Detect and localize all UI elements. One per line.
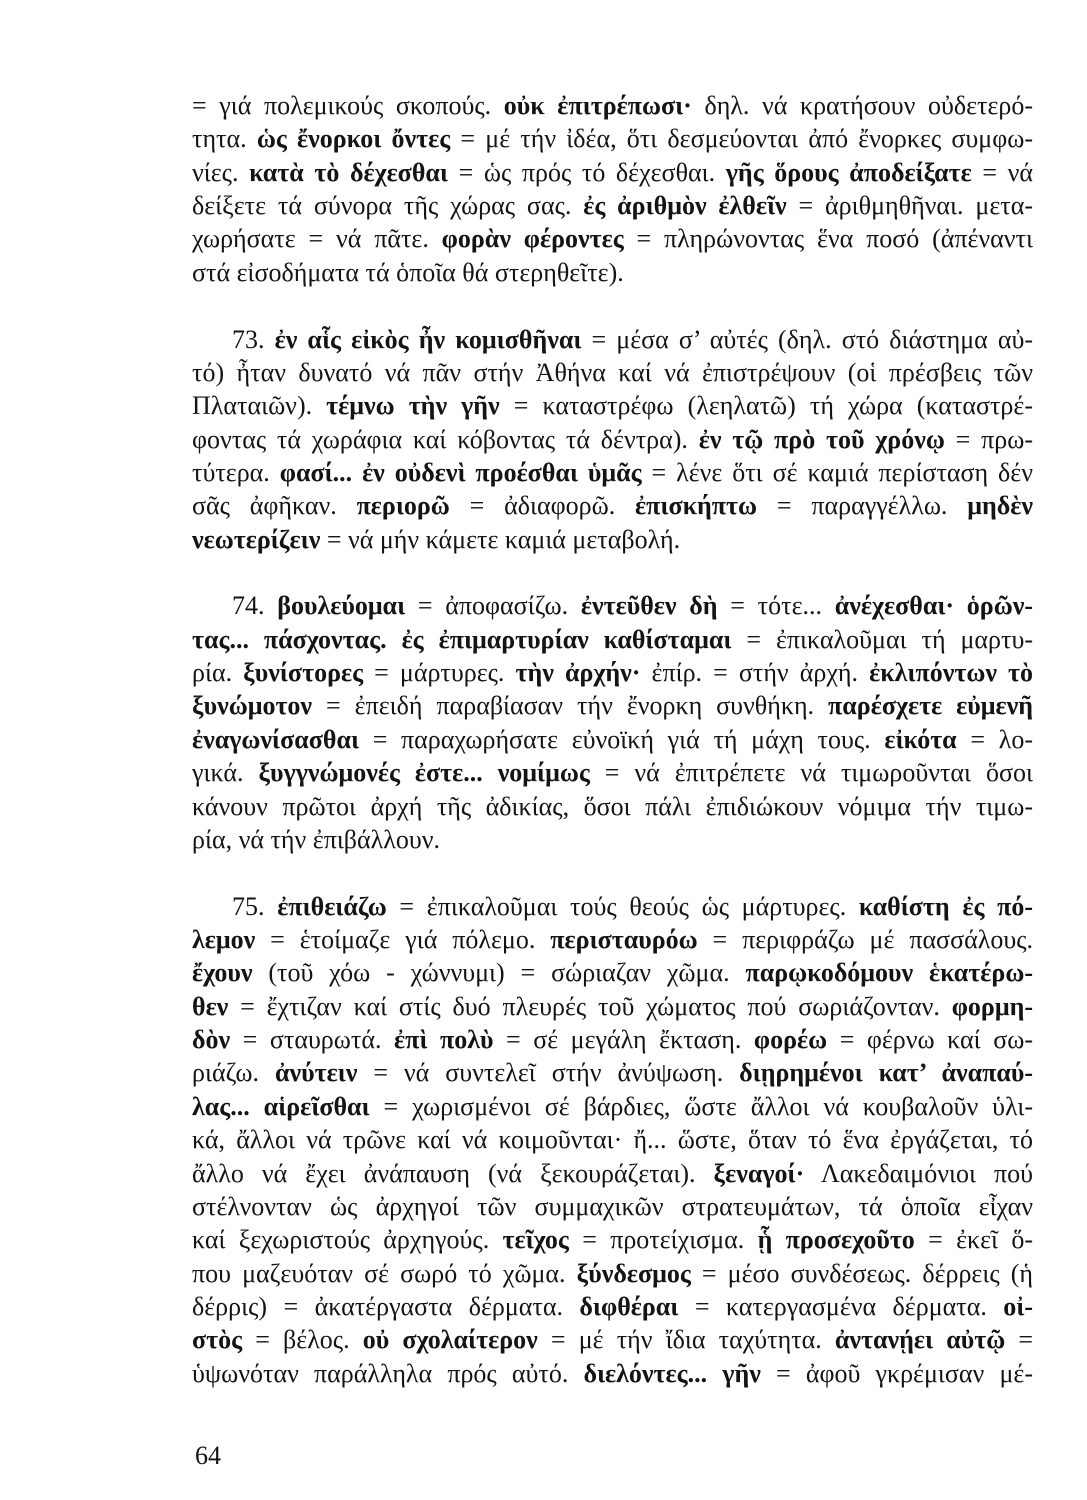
lemma: στὸς bbox=[192, 1325, 243, 1355]
gloss-text: = κατεργασμένα δέρματα. bbox=[678, 1291, 1004, 1321]
lemma: ἀνέχεσθαι· ὁρῶν- bbox=[834, 591, 1034, 621]
lemma: βουλεύομαι bbox=[277, 591, 406, 621]
gloss-text: ἐπίρ. = στήν ἀρχή. bbox=[640, 658, 870, 688]
lemma: ἐς ἀριθμὸν ἐλθεῖν bbox=[583, 191, 787, 221]
text-line-content bbox=[192, 523, 680, 556]
lemma: κατὰ τὸ δέχεσθαι bbox=[249, 157, 448, 187]
gloss-text: = τότε... bbox=[717, 591, 835, 621]
lemma: ἐν αἷς εἰκὸς ἦν κομισθῆναι bbox=[274, 324, 582, 354]
text-line bbox=[192, 756, 1033, 789]
text-line-content bbox=[192, 1090, 1033, 1123]
text-line-content bbox=[192, 256, 624, 289]
text-line-content bbox=[192, 1056, 1033, 1089]
text-line bbox=[192, 356, 1033, 389]
gloss-text: = γιά πολεμικούς σκοπούς. bbox=[192, 91, 504, 120]
gloss-text: ἄλλο νά ἔχει ἀνάπαυση (νά ξεκουράζεται). bbox=[192, 1158, 714, 1188]
gloss-text: = ἀδιαφορῶ. bbox=[449, 491, 636, 521]
text-line bbox=[192, 523, 1033, 556]
gloss-text: = παραγγέλλω. bbox=[757, 491, 968, 521]
gloss-text: καί ξεχωριστούς ἀρχηγούς. bbox=[192, 1225, 503, 1255]
gloss-text: τύτερα. bbox=[192, 457, 280, 487]
text-line-content bbox=[192, 1157, 1033, 1190]
text-line bbox=[192, 790, 1033, 823]
text-line-content bbox=[192, 189, 1033, 222]
gloss-text: ριάζω. bbox=[192, 1058, 275, 1088]
lemma: ξεναγοί· bbox=[713, 1158, 805, 1188]
text-line bbox=[192, 222, 1033, 255]
lemma: ξυνίστορες bbox=[243, 658, 364, 688]
text-line bbox=[192, 656, 1033, 689]
gloss-text: = μάρτυρες. bbox=[363, 658, 516, 688]
gloss-text: = φέρνω καί σω- bbox=[827, 1025, 1033, 1055]
gloss-text: ρία. bbox=[192, 658, 244, 688]
text-line-content bbox=[192, 1257, 1033, 1290]
gloss-text: = λο- bbox=[956, 724, 1033, 754]
text-line bbox=[192, 990, 1033, 1023]
text-line bbox=[192, 256, 1033, 289]
commentary-paragraph bbox=[192, 89, 1033, 289]
text-line bbox=[192, 1357, 1033, 1390]
gloss-text: ὑψωνόταν παράλληλα πρός αὐτό. bbox=[192, 1358, 584, 1388]
text-line bbox=[192, 1023, 1033, 1056]
commentary-paragraph bbox=[192, 589, 1033, 856]
gloss-text: γικά. bbox=[192, 758, 259, 788]
gloss-text: = παραχωρήσατε εὐνοϊκή γιά τή μάχη τους. bbox=[359, 724, 885, 754]
text-line-content bbox=[192, 1223, 1033, 1256]
gloss-text: = νά bbox=[971, 157, 1034, 187]
gloss-text: = σέ μεγάλη ἔκταση. bbox=[493, 1025, 754, 1055]
gloss-text: = ἔχτιζαν καί στίς δυό πλευρές τοῦ χώματος πού σωριάζονταν. bbox=[228, 991, 952, 1021]
lemma: τὴν ἀρχήν· bbox=[515, 658, 641, 688]
gloss-text: = ἐπειδή παραβίασαν τήν ἔνορκη συνθήκη. bbox=[312, 691, 829, 721]
lemma: διφθέραι bbox=[579, 1291, 679, 1321]
gloss-text: = ἑτοίμαζε γιά πόλεμο. bbox=[255, 924, 551, 954]
lemma: γῆς ὅρους ἀποδείξατε bbox=[725, 157, 972, 187]
gloss-text: δηλ. νά κρατήσουν οὐδετερό- bbox=[691, 91, 1033, 120]
lemma: περιορῶ bbox=[356, 491, 450, 521]
lemma: νεωτερίζειν bbox=[192, 524, 321, 554]
text-line bbox=[192, 1056, 1033, 1089]
page-number: 64 bbox=[195, 1441, 221, 1470]
lemma: οὐ σχολαίτερον bbox=[362, 1325, 538, 1355]
gloss-text: που μαζευόταν σέ σωρό τό χῶμα. bbox=[192, 1258, 577, 1288]
text-line-content bbox=[192, 89, 1033, 122]
paragraph-number: 75. bbox=[232, 891, 265, 921]
lemma: φορμη- bbox=[951, 991, 1033, 1021]
text-line-content bbox=[192, 1023, 1033, 1056]
lemma: ἐπισκήπτω bbox=[635, 491, 758, 521]
lemma: φορέω bbox=[753, 1025, 828, 1055]
text-line bbox=[192, 122, 1033, 155]
commentary-text bbox=[192, 89, 1033, 1390]
text-line-content bbox=[192, 423, 1033, 456]
text-line-content bbox=[192, 489, 1033, 522]
lemma: ἀντανῄει αὐτῷ bbox=[834, 1325, 1006, 1355]
text-line bbox=[192, 1123, 1033, 1156]
lemma: ᾗ προσεχοῦτο bbox=[757, 1225, 915, 1255]
text-line-content bbox=[192, 689, 1033, 722]
gloss-text: ρία, νά τήν ἐπιβάλλουν. bbox=[192, 824, 441, 854]
paragraph-number: 74. bbox=[232, 591, 265, 621]
gloss-text: δέρρις) = ἀκατέργαστα δέρματα. bbox=[192, 1291, 580, 1321]
gloss-text: = ἐπικαλοῦμαι τή μαρτυ- bbox=[731, 624, 1034, 654]
gloss-text: = μέσο συνδέσεως. δέρρεις (ἡ bbox=[690, 1258, 1033, 1288]
gloss-text: = σταυρωτά. bbox=[230, 1025, 395, 1055]
gloss-text: τητα. bbox=[192, 124, 257, 154]
gloss-text: τό) ἦταν δυνατό νά πᾶν στήν Ἀθήνα καί νά ἐπιστρέψουν (οἱ πρέσβεις τῶν bbox=[192, 357, 1033, 387]
gloss-text: (τοῦ χόω - χώννυμι) = σώριαζαν χῶμα. bbox=[252, 958, 746, 988]
gloss-text: = πληρώνοντας ἕνα ποσό (ἀπέναντι bbox=[623, 224, 1033, 254]
gloss-text: = περιφράζω μέ πασσάλους. bbox=[697, 924, 1033, 954]
text-line-content bbox=[192, 923, 1033, 956]
text-line-content bbox=[232, 890, 1033, 923]
text-line-content bbox=[192, 456, 1033, 489]
lemma: φορὰν φέροντες bbox=[441, 224, 624, 254]
text-line-content bbox=[192, 122, 1033, 155]
text-line-content bbox=[232, 589, 1033, 622]
lemma: ὡς ἔνορκοι ὄντες bbox=[256, 124, 451, 154]
gloss-text: = βέλος. bbox=[242, 1325, 363, 1355]
text-line bbox=[192, 890, 1033, 923]
text-line bbox=[192, 1223, 1033, 1256]
text-line-content bbox=[232, 323, 1033, 356]
gloss-text: σᾶς ἀφῆκαν. bbox=[192, 491, 357, 521]
gloss-text: Πλαταιῶν). bbox=[192, 391, 327, 421]
text-line bbox=[192, 389, 1033, 422]
lemma: ἐν τῷ πρὸ τοῦ χρόνῳ bbox=[698, 424, 945, 454]
gloss-text: = μέ τήν ἴδια ταχύτητα. bbox=[537, 1325, 835, 1355]
text-line bbox=[192, 189, 1033, 222]
gloss-text: = ἀριθμηθῆναι. μετα- bbox=[786, 191, 1033, 221]
lemma: παρῳκοδόμουν ἑκατέρω- bbox=[745, 958, 1033, 988]
lemma: διελόντες... γῆν bbox=[583, 1358, 761, 1388]
text-line-content bbox=[192, 790, 1033, 823]
lemma: ξύνδεσμος bbox=[576, 1258, 691, 1288]
commentary-paragraph bbox=[192, 890, 1033, 1390]
lemma: ἐναγωνίσασθαι bbox=[192, 724, 360, 754]
gloss-text: κά, ἄλλοι νά τρῶνε καί νά κοιμοῦνται· ἤ... ὥστε, ὅταν τό ἕνα ἐργάζεται, τό bbox=[192, 1125, 1033, 1155]
lemma: φασί... ἐν οὐδενὶ προέσθαι ὑμᾶς bbox=[279, 457, 642, 487]
paragraph-number: 73. bbox=[232, 324, 265, 354]
text-line-content bbox=[192, 623, 1033, 656]
gloss-text: = λένε ὅτι σέ καμιά περίσταση δέν bbox=[641, 457, 1033, 487]
lemma: ἐπιθειάζω bbox=[277, 891, 387, 921]
lemma: οἰ- bbox=[1003, 1291, 1033, 1321]
gloss-text bbox=[387, 625, 402, 654]
lemma: δὸν bbox=[192, 1025, 231, 1055]
text-line-content bbox=[192, 389, 1033, 422]
lemma: ἐς ἐπιμαρτυρίαν καθίσταμαι bbox=[401, 624, 732, 654]
text-line bbox=[192, 1257, 1033, 1290]
lemma: περισταυρόω bbox=[550, 924, 698, 954]
text-line-content bbox=[192, 723, 1033, 756]
gloss-text: νίες. bbox=[192, 157, 250, 187]
text-line bbox=[192, 456, 1033, 489]
text-line-content bbox=[192, 756, 1033, 789]
gloss-text: = μέσα σ’ αὐτές (δηλ. στό διάστημα αὐ- bbox=[581, 324, 1034, 354]
lemma: λας... αἱρεῖσθαι bbox=[192, 1091, 370, 1121]
lemma: ξυγγνώμονές ἐστε... νομίμως bbox=[258, 758, 590, 788]
gloss-text: στέλνονταν ὡς ἀρχηγοί τῶν συμμαχικῶν στρατευμάτων, τά ὁποῖα εἶχαν bbox=[192, 1191, 1033, 1221]
text-line bbox=[192, 1290, 1033, 1323]
gloss-text: = μέ τήν ἰδέα, ὅτι δεσμεύονται ἀπό ἔνορκες συμφω- bbox=[450, 124, 1034, 154]
lemma: λεμον bbox=[192, 924, 256, 954]
lemma: οὐκ ἐπιτρέπωσι· bbox=[503, 91, 692, 120]
text-line-content bbox=[192, 1357, 1033, 1390]
lemma: τέμνω τὴν γῆν bbox=[326, 391, 500, 421]
gloss-text: = πρω- bbox=[944, 424, 1033, 454]
lemma: παρέσχετε εὐμενῆ bbox=[828, 691, 1033, 721]
text-line bbox=[192, 1323, 1033, 1356]
gloss-text: φοντας τά χωράφια καί κόβοντας τά δέντρα). bbox=[192, 424, 699, 454]
gloss-text: = ἀφοῦ γκρέμισαν μέ- bbox=[760, 1358, 1033, 1388]
text-line-content bbox=[192, 1123, 1033, 1156]
text-line bbox=[192, 1090, 1033, 1123]
gloss-text: = ἀποφασίζω. bbox=[405, 591, 581, 621]
text-line bbox=[192, 623, 1033, 656]
gloss-text: χωρήσατε = νά πᾶτε. bbox=[192, 224, 442, 254]
gloss-text: = χωρισμένοι σέ βάρδιες, ὥστε ἄλλοι νά κουβαλοῦν ὑλι- bbox=[369, 1091, 1033, 1121]
lemma: τεῖχος bbox=[502, 1225, 569, 1255]
lemma: ἀνύτειν bbox=[274, 1058, 358, 1088]
text-line bbox=[192, 723, 1033, 756]
lemma: τας... πάσχοντας. bbox=[192, 624, 387, 654]
lemma: ἔχουν bbox=[192, 958, 253, 988]
lemma: θεν bbox=[192, 991, 229, 1021]
gloss-text: = ἐκεῖ ὅ- bbox=[914, 1225, 1033, 1255]
lemma: διῃρημένοι κατ’ ἀναπαύ- bbox=[739, 1058, 1033, 1088]
lemma: ἐντεῦθεν δὴ bbox=[580, 591, 718, 621]
text-line bbox=[192, 1190, 1033, 1223]
text-line-content bbox=[192, 823, 440, 856]
text-line bbox=[192, 423, 1033, 456]
text-line bbox=[192, 823, 1033, 856]
gloss-text: = νά συντελεῖ στήν ἀνύψωση. bbox=[357, 1058, 740, 1088]
text-line-content bbox=[192, 356, 1033, 389]
gloss-text: = καταστρέφω (λεηλατῶ) τή χώρα (καταστρέ- bbox=[499, 391, 1033, 421]
text-line-content bbox=[192, 1323, 1033, 1356]
gloss-text: = ὡς πρός τό δέχεσθαι. bbox=[447, 157, 726, 187]
text-line bbox=[192, 89, 1033, 122]
text-line-content bbox=[192, 1190, 1033, 1223]
text-line bbox=[192, 323, 1033, 356]
text-line bbox=[192, 923, 1033, 956]
text-line-content bbox=[192, 1290, 1033, 1323]
gloss-text: δείξετε τά σύνορα τῆς χώρας σας. bbox=[192, 191, 584, 221]
text-line bbox=[192, 489, 1033, 522]
gloss-text: = ἐπικαλοῦμαι τούς θεούς ὡς μάρτυρες. bbox=[386, 891, 859, 921]
commentary-paragraph bbox=[192, 323, 1033, 557]
text-line-content bbox=[192, 956, 1033, 989]
text-line bbox=[192, 589, 1033, 622]
text-line bbox=[192, 156, 1033, 189]
lemma: ἐκλιπόντων τὸ bbox=[869, 658, 1033, 688]
gloss-text: = νά ἐπιτρέπετε νά τιμωροῦνται ὅσοι bbox=[589, 758, 1034, 788]
gloss-text: = προτείχισμα. bbox=[568, 1225, 758, 1255]
gloss-text: = bbox=[1005, 1325, 1034, 1355]
text-line bbox=[192, 1157, 1033, 1190]
gloss-text: Λακεδαιμόνιοι πού bbox=[804, 1158, 1033, 1188]
lemma: καθίστη ἐς πό- bbox=[858, 891, 1034, 921]
lemma: ἐπὶ πολὺ bbox=[394, 1025, 494, 1055]
text-line bbox=[192, 689, 1033, 722]
text-line-content bbox=[192, 156, 1033, 189]
gloss-text: στά εἰσοδήματα τά ὁποῖα θά στερηθεῖτε). bbox=[192, 257, 624, 287]
text-line-content bbox=[192, 656, 1033, 689]
gloss-text: = νά μήν κάμετε καμιά μεταβολή. bbox=[320, 524, 681, 554]
text-line-content bbox=[192, 990, 1033, 1023]
text-line bbox=[192, 956, 1033, 989]
lemma: ξυνώμοτον bbox=[192, 691, 313, 721]
text-line-content bbox=[192, 222, 1033, 255]
gloss-text: κάνουν πρῶτοι ἀρχή τῆς ἀδικίας, ὅσοι πάλι ἐπιδιώκουν νόμιμα τήν τιμω- bbox=[192, 791, 1033, 821]
lemma: μηδὲν bbox=[967, 491, 1033, 521]
lemma: εἰκότα bbox=[884, 724, 957, 754]
